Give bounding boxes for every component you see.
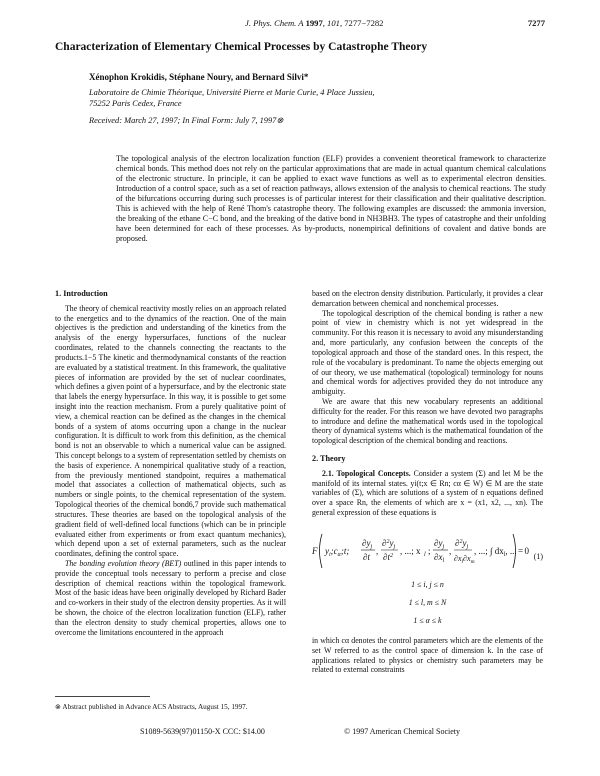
svg-text:,: , xyxy=(449,545,452,556)
running-head xyxy=(55,18,545,32)
author-list: Xénophon Krokidis, Stéphane Noury, and Bernard Silvi* xyxy=(89,72,309,82)
svg-text:, ...; x: , ...; x xyxy=(400,545,421,556)
svg-text:∂2yj: $\partial^2y_j$ xyxy=(382,537,396,550)
received-dates: Received: March 27, 1997; In Final Form: July 7, 1997⊗ xyxy=(89,116,284,125)
theory-continuation: in which cα denotes the control parameters which are the elements of the set W referred to as the control space of dimension k. In the case of applications related to physics or chemistry such parameters may be related to external constraints xyxy=(312,635,543,675)
equation-1: F $y_i;c_\alpha;t$; $\partial y_j$ ∂t , $\partial^2y_j$ $\partial t^2$ , ...; x l ; $\partial y_j$ $\partial x_l$ , $\partial^2y_j$ $\partial x_l\partial x_m$ , ...; ∫ $dx_l$, ... = 0 (1) xyxy=(312,524,543,574)
affiliation: Laboratoire de Chimie Théorique, Université Pierre et Marie Curie, 4 Place Jussieu, 75252 Paris Cedex, France xyxy=(89,88,375,109)
section-heading-theory: 2. Theory xyxy=(312,454,346,463)
intro-paragraph-5: We are aware that this new vocabulary represents an additional difficulty for the reader. For this reason we have devoted two paragraphs to introduce and define the mathematical words used in the topological theory of dynamical systems which is the mathematical foundation of the topological description of the chemical bonding and reactions. xyxy=(312,396,543,446)
svg-text:∂2yj: $\partial^2y_j$ xyxy=(455,537,469,550)
constraint-l-m: 1 ≤ l, m ≤ N xyxy=(408,597,447,607)
right-column xyxy=(312,289,543,675)
constraint-i-j: 1 ≤ i, j ≤ n xyxy=(411,579,444,589)
svg-text:∂xl∂xm: $\partial x_l\partial x_m$ xyxy=(454,553,475,565)
footnote: ⊗ Abstract published in Advance ACS Abstracts, August 15, 1997. xyxy=(55,703,248,711)
copyright: © 1997 American Chemical Society xyxy=(344,727,460,736)
journal-citation: J. Phys. Chem. A 1997, 101, 7277−7282 xyxy=(245,18,384,28)
intro-paragraph-3: based on the electron density distribution. Particularly, it provides a clear demarcation between chemical and nonchemical processes. xyxy=(312,289,543,308)
subsection-heading: 2.1. Topological Concepts. xyxy=(322,468,411,478)
footnote-divider xyxy=(55,696,150,697)
svg-text:l: l xyxy=(424,551,426,558)
svg-text:yi;cα;t;: $y_i;c_\alpha;t$; xyxy=(325,545,350,558)
nh3bh3-formula: NH3BH3 xyxy=(366,213,398,223)
svg-text:;: ; xyxy=(428,545,431,556)
svg-text:∂yj: $\partial y_j$ xyxy=(434,537,445,550)
svg-text:∂yj: $\partial y_j$ xyxy=(362,537,373,550)
article-title: Characterization of Elementary Chemical Processes by Catastrophe Theory xyxy=(55,41,428,53)
constraint-alpha: 1 ≤ α ≤ k xyxy=(413,615,442,625)
svg-text:, ...; ∫ dxl, ...: , ...; ∫ $dx_l$, ... xyxy=(474,545,517,558)
left-column xyxy=(55,289,286,637)
svg-text:F: F xyxy=(312,545,318,556)
intro-paragraph-4: The topological description of the chemical bonding is rather a new point of view in chemistry which is not yet widespread in the community. For this reason it is necessary to avoid any misunderstanding and, more particularly, any confusion between the concepts of the topological approach and those of the standard ones. In this respect, the role of the vocabulary is predominant. To name the objects emerging out of our theory, we use mathematical (topological) terminology for nouns and chemical words for adjectives provided they do not introduce any ambiguity. xyxy=(312,308,543,397)
page-number: 7277 xyxy=(527,18,545,28)
svg-text:∂t: ∂t xyxy=(363,551,370,562)
intro-paragraph-1: The theory of chemical reactivity mostly relies on an approach related to the energetics and to the dynamics of the reaction. One of the main objectives is the prediction and understanding of the kinetics from the analysis of the energy hypersurfaces, functions of the nuclear coordinates, related to the channels connecting the reactants to the products.1−5 The kinetic and thermodynamical constants of the reaction are evaluated by a statistical treatment. In this framework, the qualitative pieces of information are provided by the set of nuclear coordinates, which defines a given point of a hypersurface, and by the electronic state that labels the energy hypersurface. In this way, it is possible to get some insight into the reaction mechanism. From a purely qualitative point of view, a chemical reaction can be defined as the changes in the chemical bonds of a system of atoms occurring upon a change in the nuclear configuration. It is difficult to work from this definition, as the chemical bond is not an observable to which a numerical value can be assigned. This concept belongs to a system of representation settled by chemists on the basis of experience. A nonempirical qualitative study of a reaction, from the previously mentioned standpoint, requires a mathematical model that associates a collection of mathematical objects, such as numbers or single points, to the chemical representation of the system. Topological theories of the chemical bond6,7 provide such mathematical structures. These theories are based on the topological analysis of the gradient field of well-defined local functions (which can be in principle evaluated either from experiments or from exact quantum mechanics), which depend upon a set of external parameters, such as the nuclear coordinates, defining the control space. xyxy=(55,303,286,559)
equation-number: (1) xyxy=(533,551,543,561)
intro-paragraph-2: The bonding evolution theory (BET) outlined in this paper intends to provide the conceptual tools necessary to perform a precise and close description of chemical reactions within the topological framework. Most of the basic ideas have been originally developed by Richard Bader and co-workers in their study of the electron density properties. As it will be shown, the choice of the electron localization function (ELF), rather than the electron density to study chemical properties, allows one to overcome the limitations encountered in the approach xyxy=(55,558,286,637)
equation-1-formula xyxy=(312,524,527,574)
svg-text:∂t2: $\partial t^2$ xyxy=(383,551,393,562)
theory-paragraph: 2.1. Topological Concepts. Consider a system (Σ) and let M be the manifold of its internal states. yi(t;x ∈ Rn; cα ∈ W) ∈ M are the state variables of (Σ), which are solutions of a system of n equations defined over a space Rn, the elements of which are x = (x1, x2, ..., xn). The general expression of these equations is xyxy=(312,468,543,518)
section-heading-introduction: 1. Introduction xyxy=(55,289,108,298)
svg-text:,: , xyxy=(376,545,379,556)
svg-text:=: = xyxy=(518,545,524,556)
article-code: S1089-5639(97)01150-X CCC: $14.00 xyxy=(140,727,265,736)
svg-text:∂xl: $\partial x_l$ xyxy=(434,551,445,564)
abstract: The topological analysis of the electron localization function (ELF) provides a convenient theoretical framework to characterize chemical bonds. This method does not rely on the particular approximations that are made in actual quantum chemical calculations of the electronic structure. In principle, it can be applied to exact wave functions as well as to experimental electron densities. Introduction of a control space, such as a set of reaction pathways, allows extension of the analysis to chemical reactions. The study of the bifurcations occurring during such processes is of particular interest for their classification and their qualitative description. This is achieved with the help of René Thom's catastrophe theory. The following examples are discussed: the ammonia inversion, the breaking of the ethane C−C bond, and the breaking of the dative bond in NH3BH3. The types of catastrophe and their unfolding have been determined for each of these processes. As by-products, nonempirical definitions of covalent and dative bonds are proposed. xyxy=(116,154,546,243)
